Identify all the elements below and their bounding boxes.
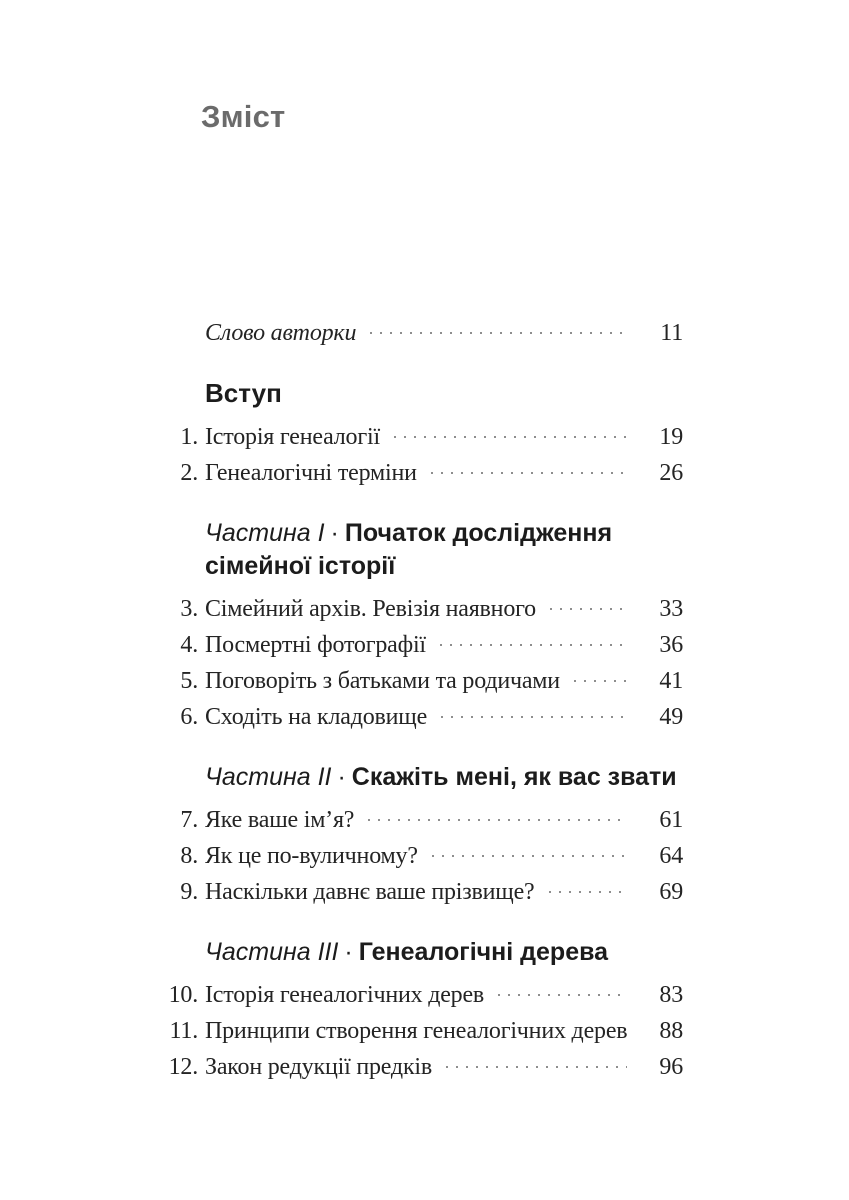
- dot-leader: [440, 644, 627, 646]
- toc-entry-page: 69: [659, 879, 683, 905]
- toc-entry-number: 2.: [180, 460, 198, 486]
- toc-entry: [169, 1013, 683, 1049]
- toc-entry-label: Закон редукції предків: [205, 1054, 432, 1080]
- toc-entry-page: 11: [660, 320, 683, 346]
- toc-entry-label: Яке ваше ім’я?: [205, 807, 355, 833]
- toc-entry: [168, 1049, 683, 1085]
- part-separator: ·: [330, 519, 339, 547]
- dot-leader: [550, 608, 627, 610]
- toc-entry-page: 19: [659, 424, 683, 450]
- toc-entry-label: Історія генеалогії: [205, 424, 380, 450]
- toc-entry: [180, 802, 683, 838]
- toc-entry-label: Сходіть на кладовище: [205, 704, 428, 730]
- toc-entry-page: 41: [659, 668, 683, 694]
- toc-entry: [180, 663, 683, 699]
- toc-entry-number: 5.: [180, 668, 198, 694]
- toc-entry: [180, 874, 683, 910]
- toc-entry: [180, 699, 683, 735]
- toc-entry: [168, 977, 683, 1013]
- toc-entry-number: 7.: [180, 807, 198, 833]
- toc-entry-label: Наскільки давнє ваше прізвище?: [205, 879, 535, 905]
- toc-entry-number: 8.: [180, 843, 198, 869]
- dot-leader: [432, 855, 627, 857]
- toc-entry-number: 3.: [180, 596, 198, 622]
- part-heading-3: [205, 936, 683, 969]
- section-heading-intro: [205, 377, 683, 409]
- part-title: Скажіть мені, як вас звати: [351, 763, 677, 791]
- toc-entry-label: Історія генеалогічних дерев: [205, 982, 485, 1008]
- toc-entry-label: Генеалогічні терміни: [205, 460, 417, 486]
- toc-entry-number: 9.: [180, 879, 198, 905]
- toc-entry-label: Принципи створення генеалогічних дерев: [205, 1018, 628, 1044]
- toc-entry: [180, 455, 683, 491]
- toc-entry-label: Посмертні фотографії: [205, 632, 426, 658]
- toc-entry-label: Як це по-вуличному?: [205, 843, 418, 869]
- dot-leader: [574, 680, 627, 682]
- part-prefix: Частина I: [205, 519, 325, 547]
- toc-entry-page: 96: [659, 1054, 683, 1080]
- toc-entry-number: 4.: [180, 632, 198, 658]
- toc-entry-label: Поговоріть з батьками та родичами: [205, 668, 560, 694]
- toc-entry-page: 26: [659, 460, 683, 486]
- toc-entry-page: 49: [659, 704, 683, 730]
- part-heading-1: [205, 517, 683, 583]
- toc-entry-page: 36: [659, 632, 683, 658]
- toc-entry-page: 88: [659, 1018, 683, 1044]
- part-title: Генеалогічні дерева: [358, 938, 609, 966]
- page-title: Зміст: [201, 99, 286, 134]
- toc-entry-number: 11.: [169, 1018, 198, 1044]
- dot-leader: [368, 819, 627, 821]
- dot-leader: [431, 472, 627, 474]
- toc-entry-page: 64: [659, 843, 683, 869]
- toc-entry-number: 12.: [168, 1054, 198, 1080]
- part-separator: ·: [337, 763, 346, 791]
- part-heading-2: [205, 761, 683, 794]
- toc-entry-number: 10.: [168, 982, 198, 1008]
- toc-entry-label: Слово авторки: [205, 320, 357, 346]
- dot-leader: [549, 891, 628, 893]
- toc-entry-number: 6.: [180, 704, 198, 730]
- dot-leader: [441, 716, 627, 718]
- part-separator: ·: [344, 938, 353, 966]
- toc-entry-page: 33: [659, 596, 683, 622]
- toc-entry-label: Сімейний архів. Ревізія наявного: [205, 596, 536, 622]
- dot-leader: [446, 1066, 627, 1068]
- dot-leader: [370, 332, 627, 334]
- toc-entry-number: 1.: [180, 424, 198, 450]
- section-heading-title: Вступ: [205, 378, 282, 408]
- toc-entry-page: 83: [659, 982, 683, 1008]
- dot-leader: [394, 436, 627, 438]
- toc-entry-front-matter: [205, 315, 683, 351]
- toc-entry-page: 61: [659, 807, 683, 833]
- part-prefix: Частина II: [205, 763, 332, 791]
- part-prefix: Частина III: [205, 938, 339, 966]
- toc-entry: [180, 591, 683, 627]
- toc-entry: [180, 838, 683, 874]
- part-title: Початок дослідження сімейної історії: [205, 519, 613, 580]
- toc-entry: [180, 627, 683, 663]
- toc-entry: [180, 419, 683, 455]
- dot-leader: [498, 994, 627, 996]
